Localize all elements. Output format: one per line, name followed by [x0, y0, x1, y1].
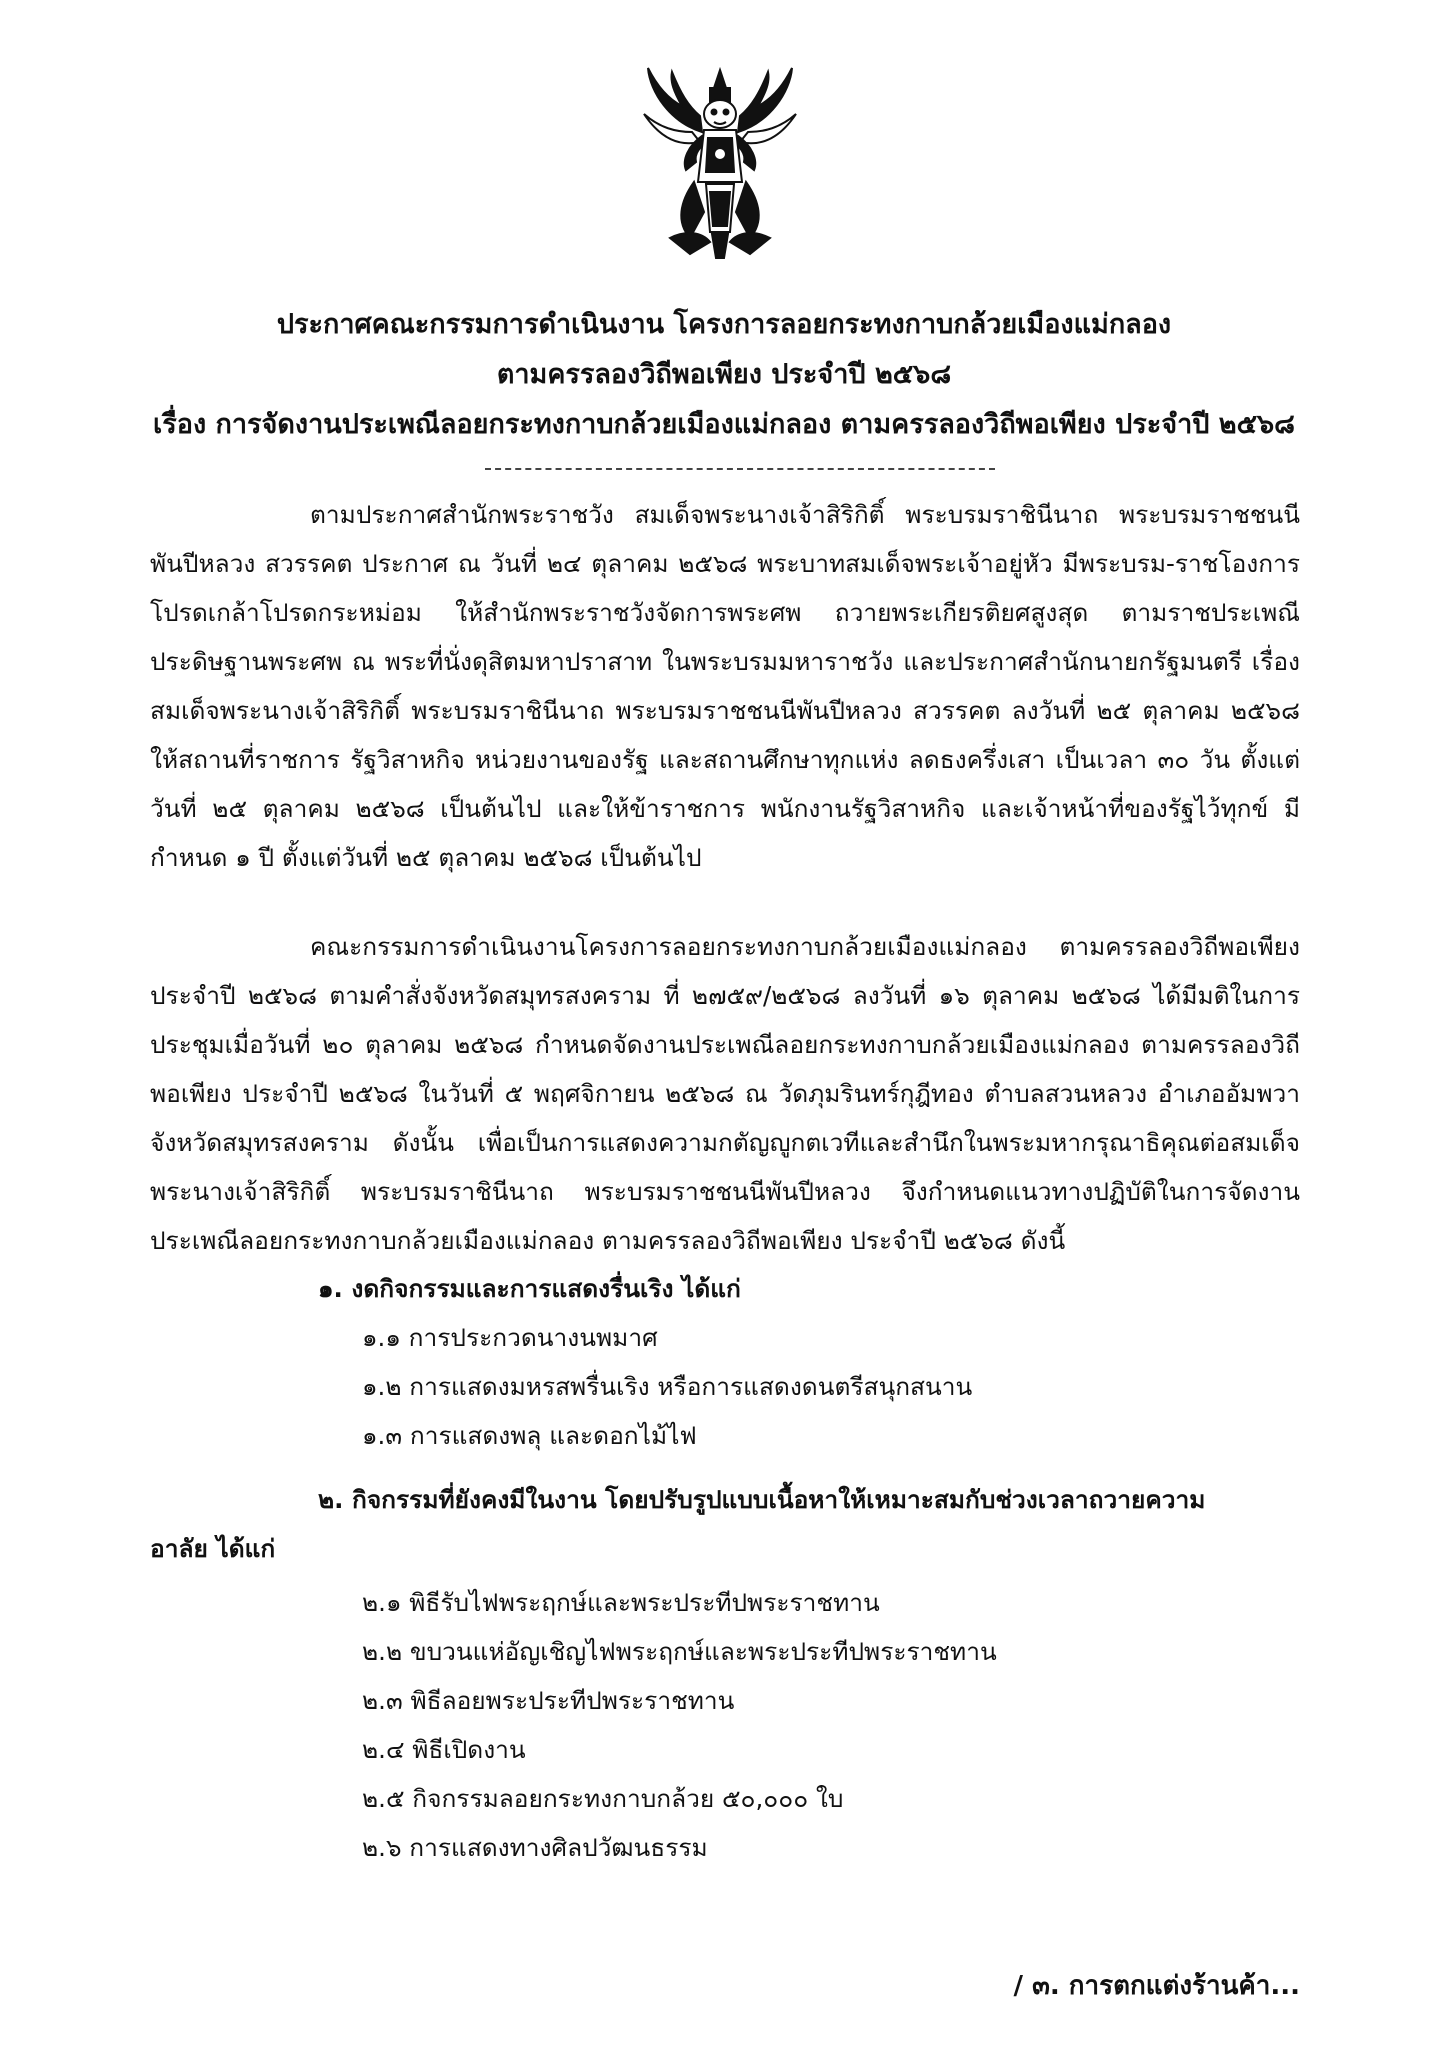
section-1-heading: ๑. งดกิจกรรมและการแสดงรื่นเริง ได้แก่: [318, 1274, 741, 1303]
announcement-subject: เรื่อง การจัดงานประเพณีลอยกระทงกาบกล้วยเมืองแม่กลอง ตามครรลองวิถีพอเพียง ประจำปี ๒๕๖๘: [153, 409, 1295, 440]
section-1-item: ๑.๓ การแสดงพลุ และดอกไม้ไฟ: [362, 1421, 697, 1450]
section-2-heading-continued: อาลัย ได้แก่: [150, 1534, 276, 1563]
section-2-item: ๒.๓ พิธีลอยพระประทีปพระราชทาน: [362, 1686, 735, 1715]
paragraph-1: ตามประกาศสำนักพระราชวัง สมเด็จพระนางเจ้าสิริกิติ์ พระบรมราชินีนาถ พระบรมราชชนนีพันปีหลวง สวรรคต ประกาศ ณ วันที่ ๒๔ ตุลาคม ๒๕๖๘ พระบาทสมเด็จพระเจ้าอยู่หัว มีพระบรม-ราชโองการโปรดเกล้าโปรดกระหม่อม ให้สำนักพระราชวังจัดการพระศพ ถวายพระเกียรติยศสูงสุด ตามราชประเพณี ประดิษฐานพระศพ ณ พระที่นั่งดุสิตมหาปราสาท ในพระบรมมหาราชวัง และประกาศสำนักนายกรัฐมนตรี เรื่อง สมเด็จพระนางเจ้าสิริกิติ์ พระบรมราชินีนาถ พระบรมราชชนนีพันปีหลวง สวรรคต ลงวันที่ ๒๕ ตุลาคม ๒๕๖๘ ให้สถานที่ราชการ รัฐวิสาหกิจ หน่วยงานของรัฐ และสถานศึกษาทุกแห่ง ลดธงครึ่งเสา เป็นเวลา ๓๐ วัน ตั้งแต่วันที่ ๒๕ ตุลาคม ๒๕๖๘ เป็นต้นไป และให้ข้าราชการ พนักงานรัฐวิสาหกิจ และเจ้าหน้าที่ของรัฐไว้ทุกข์ มีกำหนด ๑ ปี ตั้งแต่วันที่ ๒๕ ตุลาคม ๒๕๖๘ เป็นต้นไป: [150, 500, 1300, 872]
announcement-title-line1: ประกาศคณะกรรมการดำเนินงาน โครงการลอยกระทงกาบกล้วยเมืองแม่กลอง: [276, 309, 1172, 340]
section-2-item: ๒.๖ การแสดงทางศิลปวัฒนธรรม: [362, 1833, 708, 1862]
dashed-divider: [485, 468, 995, 470]
paragraph-2: คณะกรรมการดำเนินงานโครงการลอยกระทงกาบกล้วยเมืองแม่กลอง ตามครรลองวิถีพอเพียง ประจำปี ๒๕๖๘ ตามคำสั่งจังหวัดสมุทรสงคราม ที่ ๒๗๕๙/๒๕๖๘ ลงวันที่ ๑๖ ตุลาคม ๒๕๖๘ ได้มีมติในการประชุมเมื่อวันที่ ๒๐ ตุลาคม ๒๕๖๘ กำหนดจัดงานประเพณีลอยกระทงกาบกล้วยเมืองแม่กลอง ตามครรลองวิถีพอเพียง ประจำปี ๒๕๖๘ ในวันที่ ๕ พฤศจิกายน ๒๕๖๘ ณ วัดภุมรินทร์กุฎีทอง ตำบลสวนหลวง อำเภออัมพวา จังหวัดสมุทรสงคราม ดังนั้น เพื่อเป็นการแสดงความกตัญญูกตเวทีและสำนึกในพระมหากรุณาธิคุณต่อสมเด็จพระนางเจ้าสิริกิติ์ พระบรมราชินีนาถ พระบรมราชชนนีพันปีหลวง จึงกำหนดแนวทางปฏิบัติในการจัดงานประเพณีลอยกระทงกาบกล้วยเมืองแม่กลอง ตามครรลองวิถีพอเพียง ประจำปี ๒๕๖๘ ดังนี้: [150, 932, 1300, 1255]
section-1-item: ๑.๒ การแสดงมหรสพรื่นเริง หรือการแสดงดนตรีสนุกสนาน: [362, 1372, 973, 1401]
section-2-item: ๒.๑ พิธีรับไฟพระฤกษ์และพระประทีปพระราชทาน: [362, 1588, 880, 1617]
section-2-item: ๒.๔ พิธีเปิดงาน: [362, 1735, 526, 1764]
garuda-emblem-icon: [630, 62, 810, 262]
section-2-item: ๒.๒ ขบวนแห่อัญเชิญไฟพระฤกษ์และพระประทีปพระราชทาน: [362, 1637, 997, 1666]
page-continuation-note: / ๓. การตกแต่งร้านค้า...: [1013, 1971, 1300, 2001]
section-2-heading: ๒. กิจกรรมที่ยังคงมีในงาน โดยปรับรูปแบบเนื้อหาให้เหมาะสมกับช่วงเวลาถวายความ: [318, 1485, 1206, 1514]
section-2-item: ๒.๕ กิจกรรมลอยกระทงกาบกล้วย ๕๐,๐๐๐ ใบ: [362, 1784, 844, 1813]
section-1-item: ๑.๑ การประกวดนางนพมาศ: [362, 1323, 658, 1352]
announcement-title-line2: ตามครรลองวิถีพอเพียง ประจำปี ๒๕๖๘: [496, 359, 952, 390]
